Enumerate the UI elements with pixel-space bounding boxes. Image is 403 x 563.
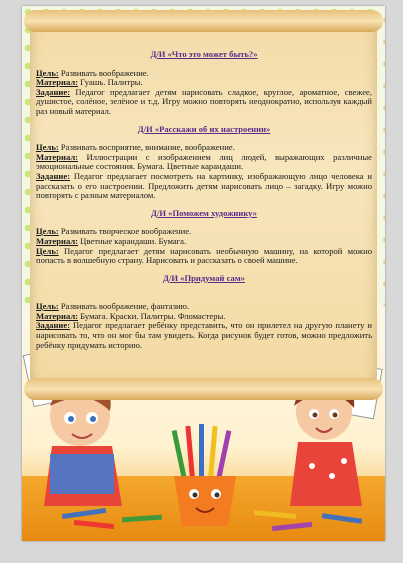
task-text: Педагог предлагает посмотреть на картинку, изображающую лицо человека и рассказать о его настроении. Предложить детям нарисовать лицо – загадку. Игру можно повторять с разным материалом. xyxy=(36,170,372,201)
section-title: Д/И «Расскажи об их настроении» xyxy=(137,123,271,134)
material-line xyxy=(36,153,372,172)
task-label: Цель: xyxy=(36,245,59,256)
material-label: Материал: xyxy=(36,77,79,88)
material-text: Бумага. Краски. Палитры. Фломастеры. xyxy=(78,310,226,321)
task-text: Педагог предлагает ребёнку представить, что он прилетел на другую планету и нарисовать то, что он мог бы там увидеть. Когда рисунок будет готов, можно предложить ребёнку придумать историю. xyxy=(36,320,372,350)
task-label: Задание: xyxy=(36,320,71,331)
scroll-top-roll xyxy=(24,10,383,32)
material-text: Гуашь. Палитры. xyxy=(78,77,143,88)
task-label: Задание: xyxy=(36,86,71,97)
pencil-cup xyxy=(172,424,236,526)
document-page xyxy=(22,6,385,541)
goal-text: Развивать воображение, фантазию. xyxy=(58,301,190,312)
goal-text: Развивать восприятие, внимание, воображение. xyxy=(58,142,235,153)
material-label: Материал: xyxy=(36,310,79,321)
document-text xyxy=(36,42,372,350)
scroll-bottom-roll xyxy=(24,378,383,400)
goal-text: Развивать воображение. xyxy=(58,67,149,78)
task-text: Педагог предлагает детям нарисовать сладкое, круглое, ароматное, свежее, душистое, солёное, зелёное и т.д. Игру можно повторять неоднократно, используя каждый раз новый материал. xyxy=(36,86,372,116)
material-label: Материал: xyxy=(36,151,79,162)
material-text: Цветные карандаши. Бумага. xyxy=(78,235,187,246)
goal-label: Цель: xyxy=(36,301,59,312)
goal-label: Цель: xyxy=(36,226,59,237)
goal-label: Цель: xyxy=(36,142,59,153)
task-line xyxy=(36,321,372,350)
task-text: Педагог предлагает детям нарисовать необычную машину, на которой можно попасть в волшебную страну. Нарисовать и рассказать о своей машине. xyxy=(36,245,372,266)
task-line xyxy=(36,172,372,201)
goal-label: Цель: xyxy=(36,67,59,78)
goal-text: Развивать творческое воображение. xyxy=(58,226,192,237)
section-title: Д/И «Что это может быть?» xyxy=(150,49,258,59)
material-text: Иллюстрации с изображением лиц людей, выражающих различные эмоциональные состояния. Бумага. Цветные карандаши. xyxy=(36,151,372,172)
section-title: Д/И «Поможем художнику» xyxy=(151,207,257,218)
material-label: Материал: xyxy=(36,235,79,246)
task-label: Задание: xyxy=(36,170,71,181)
section-title: Д/И «Придумай сам» xyxy=(163,272,245,283)
task-line xyxy=(36,247,372,266)
task-line xyxy=(36,88,372,117)
